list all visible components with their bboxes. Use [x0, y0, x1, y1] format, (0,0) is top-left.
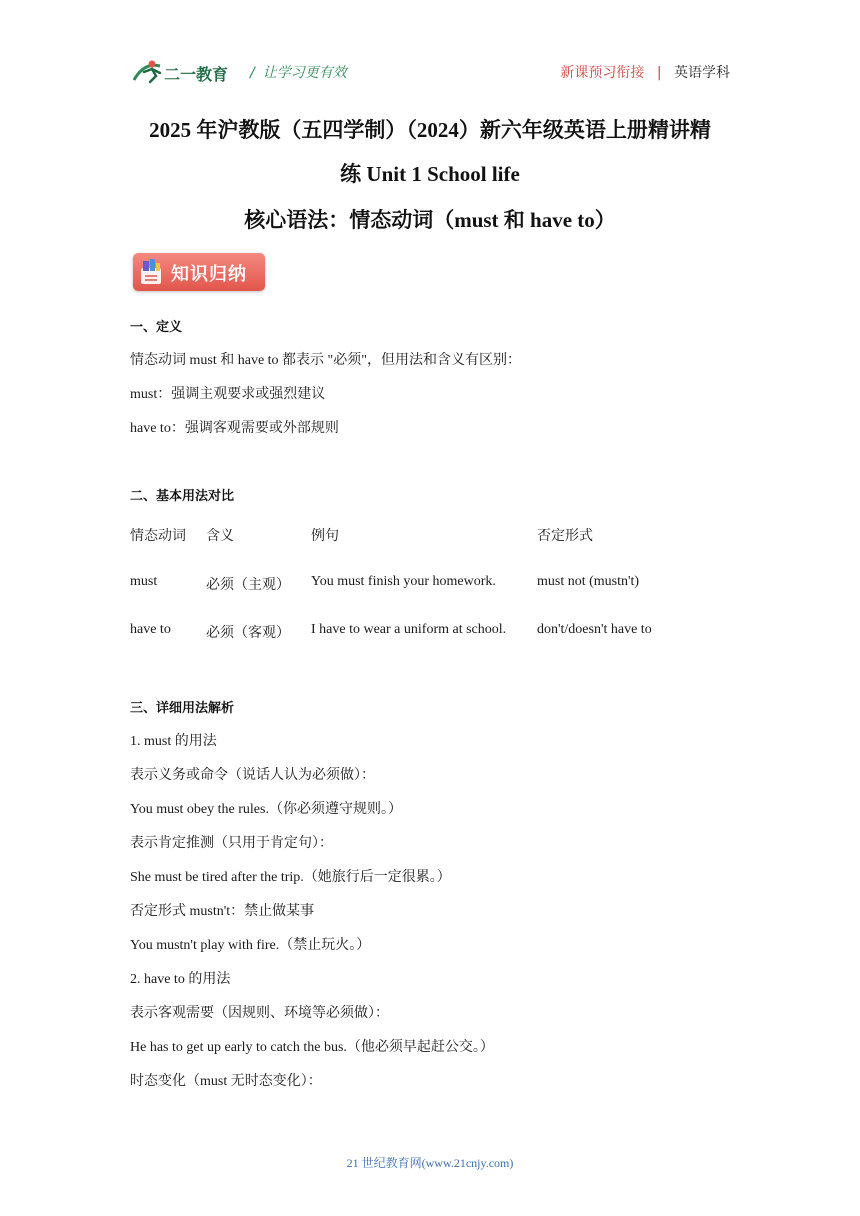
table-cell: You must finish your homework. [311, 574, 496, 589]
table-header-cell: 含义 [206, 529, 234, 544]
tag-preview: 新课预习衔接 [560, 65, 645, 81]
detail-line: 否定形式 mustn't：禁止做某事 [130, 904, 315, 919]
page-footer: 21 世纪教育网(www.21cnjy.com) [346, 1156, 514, 1170]
table-header-cell: 否定形式 [537, 529, 593, 544]
tag-subject: 英语学科 [674, 65, 730, 81]
slogan: / 让学习更有效 [250, 65, 347, 81]
table-cell: 必须（主观） [206, 578, 290, 593]
header-tags [560, 62, 730, 82]
detail-line: 表示义务或命令（说话人认为必须做）： [130, 768, 375, 783]
table-cell: I have to wear a uniform at school. [311, 622, 507, 637]
table-cell: must not (mustn't) [537, 574, 640, 589]
detail-line: 1. must 的用法 [130, 734, 217, 749]
table-cell: don't/doesn't have to [537, 622, 652, 637]
logo-icon [130, 56, 240, 90]
doc-title-line2: 练 Unit 1 School life [340, 162, 520, 186]
detail-line: 表示肯定推测（只用于肯定句）： [130, 836, 333, 851]
table-header-cell: 例句 [311, 529, 339, 544]
table-cell: 必须（客观） [206, 626, 290, 641]
section-heading-details: 三、详细用法解析 [130, 701, 235, 716]
doc-title-line3: 核心语法：情态动词（must 和 have to） [244, 208, 616, 232]
detail-line: You must obey the rules.（你必须遵守规则。） [130, 802, 402, 817]
book-icon [139, 258, 163, 286]
detail-line: She must be tired after the trip.（她旅行后一定很累。） [130, 870, 451, 885]
definition-line: have to：强调客观需要或外部规则 [130, 421, 339, 436]
table-cell: must [130, 574, 158, 589]
table-header-cell: 情态动词 [130, 529, 186, 544]
table-cell: have to [130, 622, 171, 637]
page-header [130, 52, 730, 92]
tag-separator: | [656, 65, 662, 81]
detail-line: 表示客观需要（因规则、环境等必须做）： [130, 1006, 389, 1021]
definition-line: 情态动词 must 和 have to 都表示 "必须"，但用法和含义有区别： [130, 353, 521, 368]
detail-line: 时态变化（must 无时态变化）： [130, 1074, 322, 1089]
detail-line: He has to get up early to catch the bus.（他必须早起赶公交。） [130, 1040, 494, 1055]
knowledge-badge [133, 253, 265, 291]
definition-line: must：强调主观要求或强烈建议 [130, 387, 326, 402]
section-heading-definition: 一、定义 [130, 320, 183, 335]
detail-line: 2. have to 的用法 [130, 972, 231, 987]
section-heading-comparison: 二、基本用法对比 [130, 489, 235, 504]
detail-line: You mustn't play with fire.（禁止玩火。） [130, 938, 371, 953]
doc-title-line1: 2025 年沪教版（五四学制）（2024）新六年级英语上册精讲精 [149, 118, 711, 142]
badge-label: 知识归纳 [171, 264, 247, 285]
logo-text: 二一教育 [164, 65, 229, 84]
